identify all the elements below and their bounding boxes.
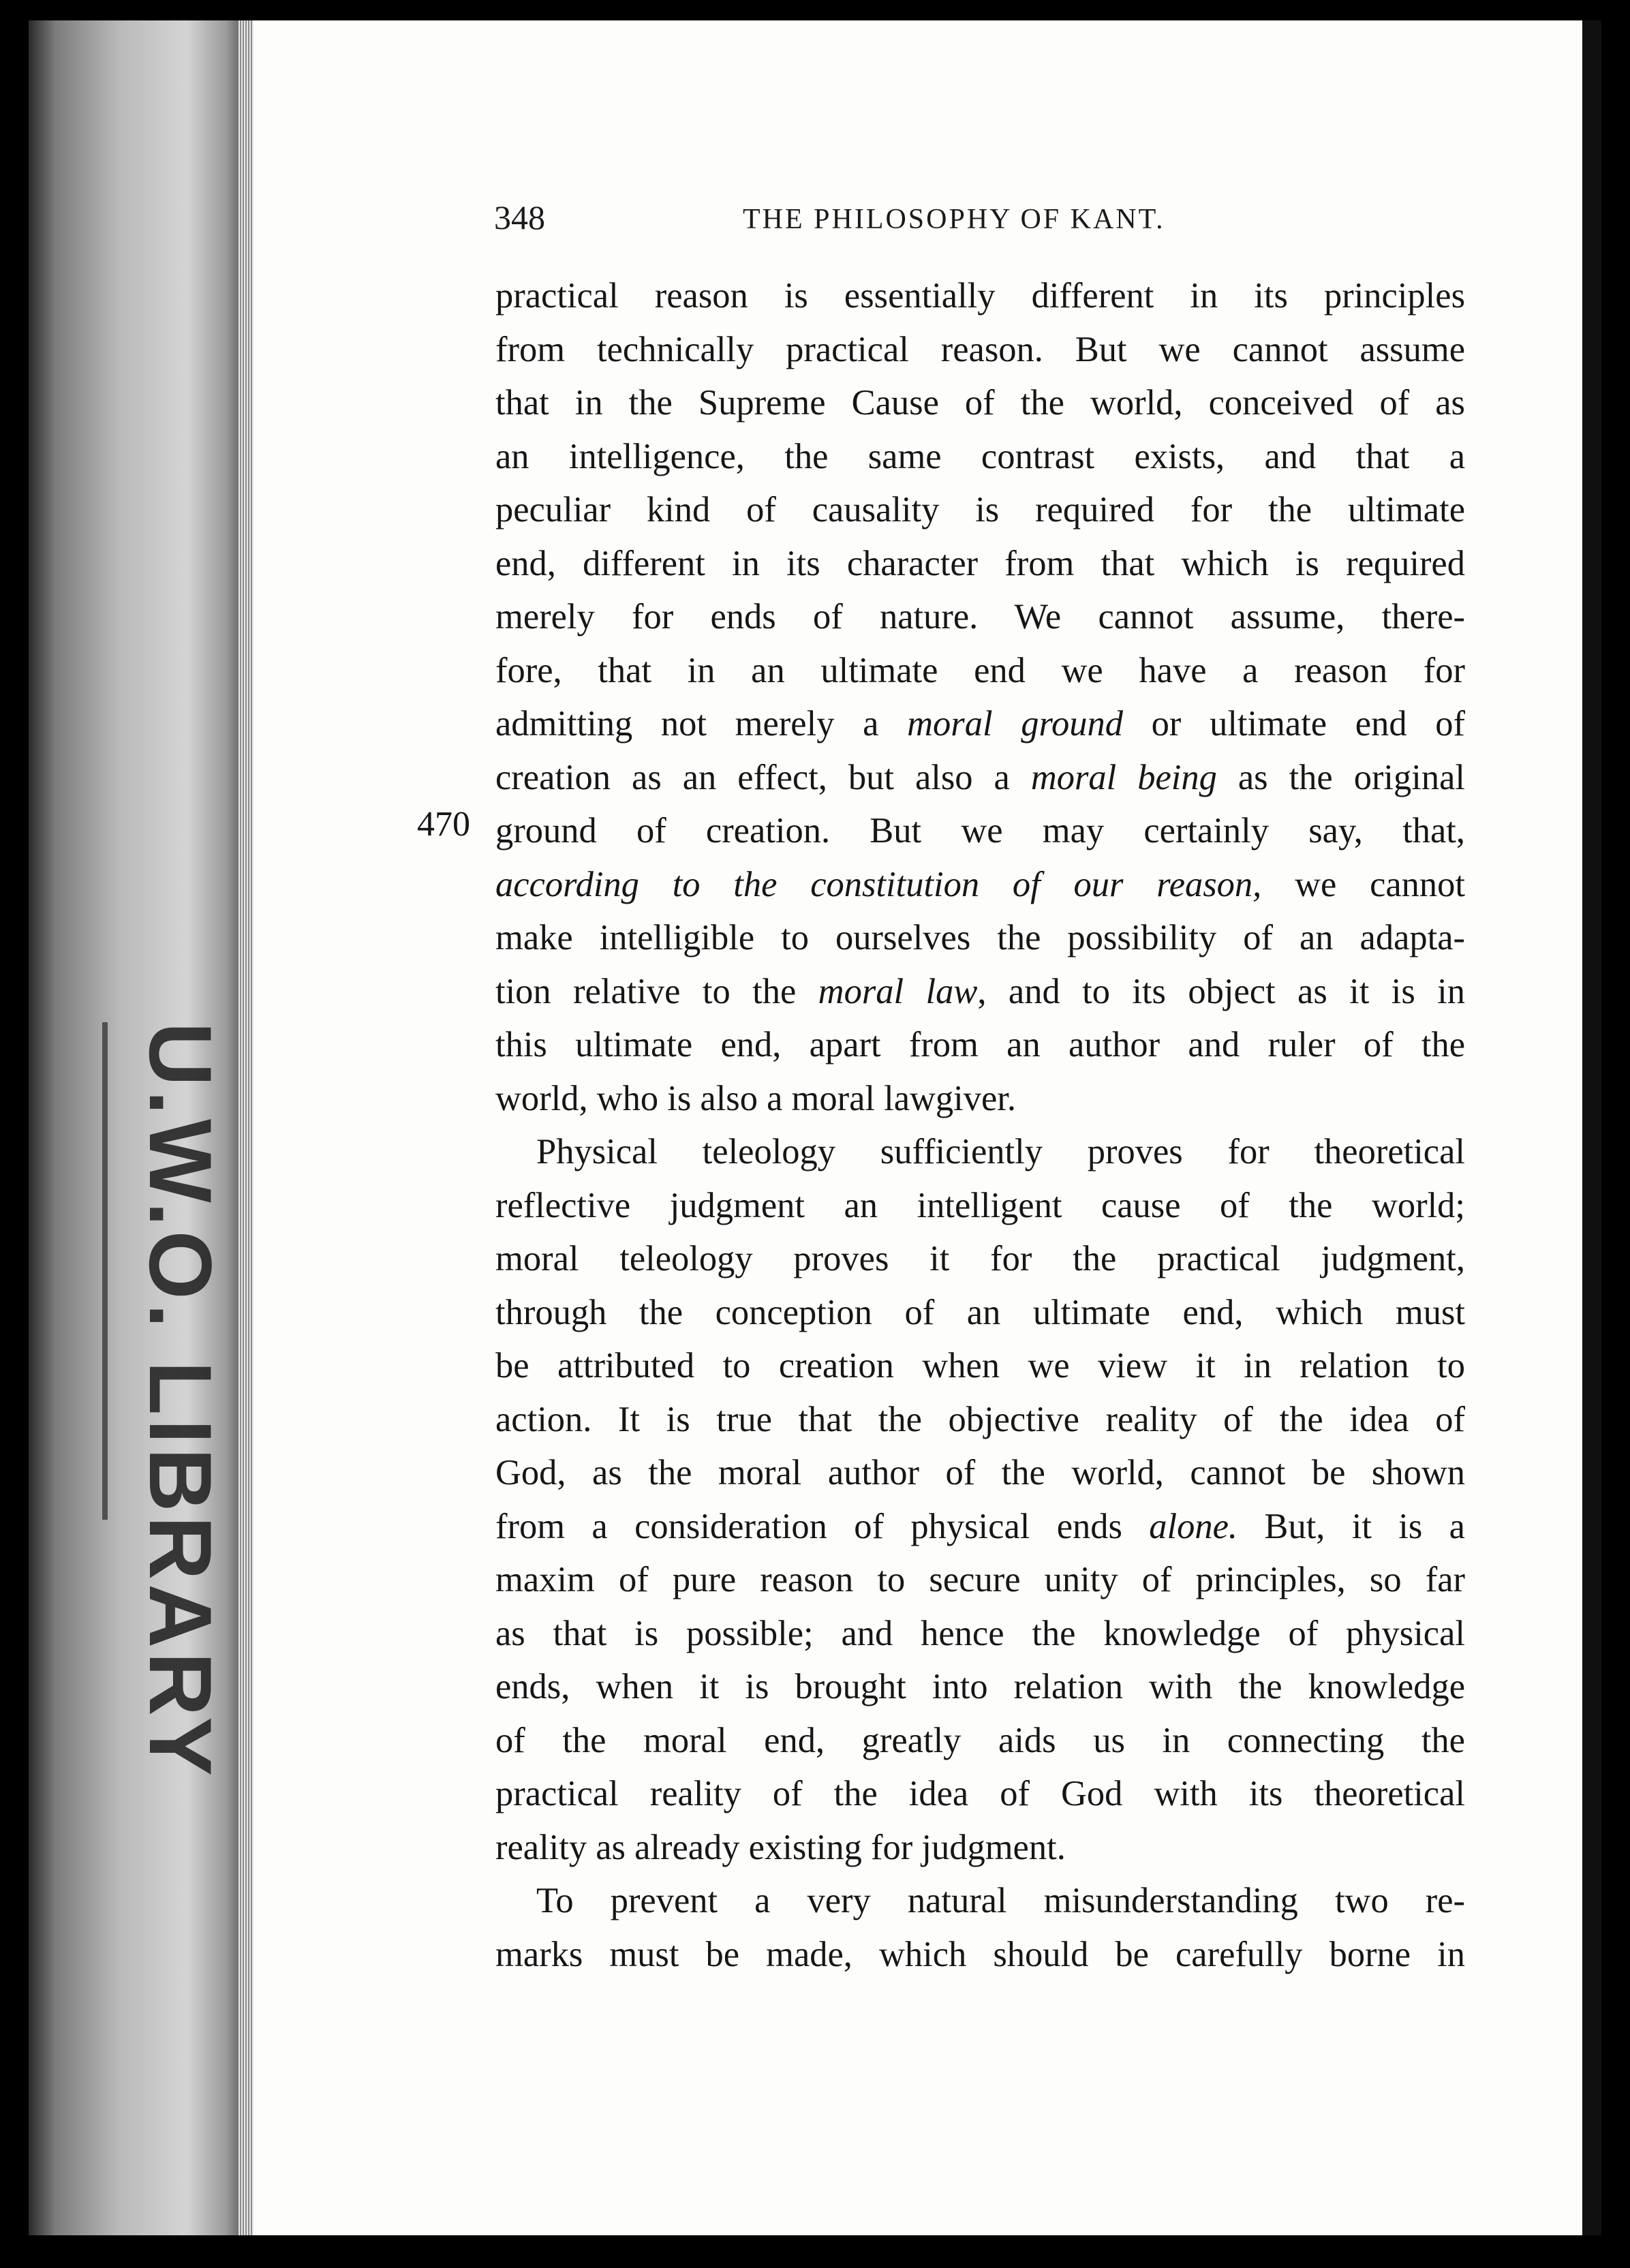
stamp-underline	[102, 1022, 108, 1520]
italic-phrase: according to the constitution of our reason,	[495, 864, 1262, 904]
text-line: practical reality of the idea of God with its theoretical	[495, 1774, 1465, 1813]
text-line: be attributed to creation when we view it in relation to	[495, 1346, 1465, 1385]
italic-phrase: moral ground	[907, 704, 1123, 744]
text-line: moral teleology proves it for the practical judgment,	[495, 1239, 1465, 1278]
text-line: fore, that in an ultimate end we have a reason for	[495, 650, 1465, 690]
text-run: creation as an effect, but also a	[495, 757, 1031, 797]
text-run: we cannot	[1261, 864, 1466, 904]
page-shadow-edge	[1582, 20, 1601, 2235]
text-line	[495, 1500, 1465, 1554]
text-run: tion relative to the	[495, 971, 818, 1011]
body-text	[495, 269, 1465, 1981]
italic-phrase: moral being	[1030, 757, 1217, 797]
text-line: of the moral end, greatly aids us in connecting the	[495, 1720, 1465, 1760]
text-line: To prevent a very natural misunderstanding two re-	[536, 1881, 1465, 1920]
text-line: Physical teleology sufficiently proves for theoretical	[536, 1132, 1465, 1171]
text-line: this ultimate end, apart from an author and ruler of the	[495, 1025, 1465, 1064]
text-run: as the original	[1216, 757, 1465, 797]
text-run: or ultimate end of	[1122, 704, 1465, 744]
text-line	[495, 697, 1465, 751]
text-line: maxim of pure reason to secure unity of principles, so far	[495, 1560, 1465, 1599]
italic-phrase: moral law	[818, 971, 978, 1011]
text-line: end, different in its character from that which is required	[495, 543, 1465, 583]
page-number: 348	[494, 198, 545, 236]
text-line: through the conception of an ultimate end, which must	[495, 1292, 1465, 1332]
text-line: reflective judgment an intelligent cause of the world;	[495, 1185, 1465, 1225]
text-line: practical reason is essentially different in its principles	[495, 276, 1465, 316]
text-line: make intelligible to ourselves the possibility of an adapta-	[495, 918, 1465, 957]
page-header	[494, 198, 1465, 239]
text-line: ends, when it is brought into relation with the knowledge	[495, 1667, 1465, 1706]
text-line: that in the Supreme Cause of the world, conceived of as	[495, 383, 1465, 423]
italic-phrase: alone.	[1149, 1506, 1238, 1546]
library-stamp	[129, 1022, 252, 1780]
text-run: admitting not merely a	[495, 704, 908, 744]
text-line: an intelligence, the same contrast exists, and that a	[495, 436, 1465, 476]
text-line	[495, 858, 1465, 912]
running-head: THE PHILOSOPHY OF KANT.	[743, 204, 1165, 235]
text-line	[495, 965, 1465, 1019]
page-edges	[239, 20, 253, 2235]
library-stamp-text: U.W.O. LIBRARY	[131, 1022, 230, 1780]
text-run: , and to its object as it is in	[977, 971, 1466, 1011]
text-line: marks must be made, which should be carefully borne in	[495, 1934, 1465, 1974]
text-run: from a consideration of physical ends	[495, 1506, 1150, 1546]
text-line: God, as the moral author of the world, cannot be shown	[495, 1453, 1465, 1492]
text-line: ground of creation. But we may certainly say, that,	[495, 811, 1465, 850]
text-line: peculiar kind of causality is required for the ultimate	[495, 490, 1465, 530]
margin-section-number: 470	[417, 805, 470, 844]
text-line: from technically practical reason. But we cannot assume	[495, 329, 1465, 369]
text-line: world, who is also a moral lawgiver.	[495, 1078, 1017, 1118]
text-line: merely for ends of nature. We cannot assume, there-	[495, 597, 1465, 637]
text-line: action. It is true that the objective reality of the idea of	[495, 1399, 1465, 1439]
text-line: as that is possible; and hence the knowledge of physical	[495, 1613, 1465, 1653]
text-line: reality as already existing for judgment.	[495, 1827, 1066, 1867]
text-line	[495, 751, 1465, 805]
text-run: But, it is a	[1237, 1506, 1465, 1546]
